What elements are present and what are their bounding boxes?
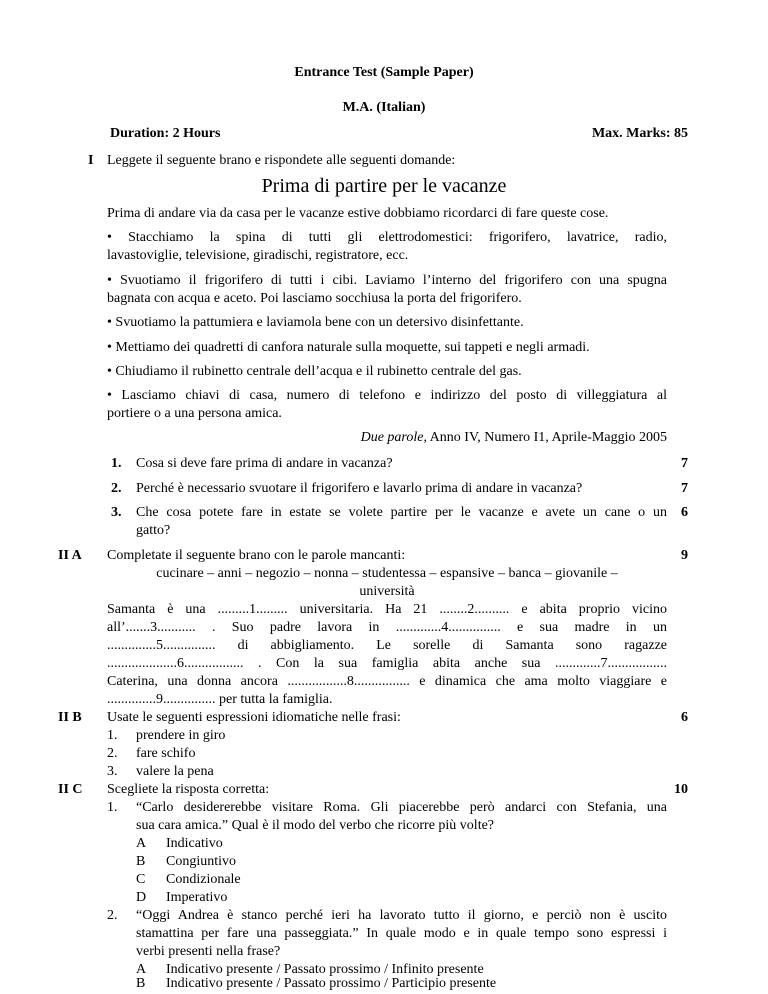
mcq-2-number: 2. — [107, 908, 118, 923]
mcq-1-option-b-letter: B — [136, 854, 146, 869]
passage-intro: Prima di andare via da casa per le vacanze estive dobbiamo ricordarci di fare queste cose. — [107, 206, 609, 221]
question-2-marks: 7 — [681, 481, 688, 496]
mcq-2-option-b-letter: B — [136, 976, 146, 991]
question-2-number: 2. — [111, 481, 122, 496]
cloze-line-2: all’.......3........... . Suo padre lavora in .............4............... e sua madre in un — [107, 620, 667, 635]
section-iib-instruction: Usate le seguenti espressioni idiomatiche nelle frasi: — [107, 710, 401, 725]
idiom-1-text: prendere in giro — [136, 728, 226, 743]
idiom-1-number: 1. — [107, 728, 118, 743]
mcq-2-line-2: stamattina per fare una passeggiata.” In quale modo e in quale tempo sono espressi i — [136, 926, 667, 941]
section-i-instruction: Leggete il seguente brano e rispondete alle seguenti domande: — [107, 153, 456, 168]
bullet-2-line-1: • Svuotiamo il frigorifero di tutti i cibi. Laviamo l’interno del frigorifero con una spugna — [107, 273, 667, 288]
idiom-3-text: valere la pena — [136, 764, 214, 779]
cloze-line-1: Samanta è una .........1......... universitaria. Ha 21 ........2.......... e abita proprio vicino — [107, 602, 667, 617]
source-publication: Due parole — [360, 430, 424, 445]
mcq-2-option-a-text: Indicativo presente / Passato prossimo / Infinito presente — [166, 962, 484, 977]
question-3-text-line-1: Che cosa potete fare in estate se volete partire per le vacanze e avete un cane o un — [136, 505, 667, 520]
bullet-2-line-2: bagnata con acqua e aceto. Poi lasciamo socchiusa la porta del frigorifero. — [107, 291, 522, 306]
section-numeral-i: I — [88, 153, 94, 168]
section-numeral-iic: II C — [58, 782, 83, 797]
paper-title: Entrance Test (Sample Paper) — [294, 65, 474, 80]
mcq-1-number: 1. — [107, 800, 118, 815]
cloze-line-5: Caterina, una donna ancora .................8................ e dinamica che ama molto viaggiare e — [107, 674, 667, 689]
question-1-marks: 7 — [681, 456, 688, 471]
cloze-line-3: ..............5............... di abbigliamento. Le sorelle di Samanta sono ragazze — [107, 638, 667, 653]
mcq-2-line-1: “Oggi Andrea è stanco perché ieri ha lavorato tutto il giorno, e perciò non è uscito — [136, 908, 667, 923]
mcq-1-line-2: sua cara amica.” Qual è il modo del verbo che ricorre più volte? — [136, 818, 495, 833]
mcq-1-option-a-text: Indicativo — [166, 836, 223, 851]
section-iia-instruction: Completate il seguente brano con le parole mancanti: — [107, 548, 406, 563]
idiom-3-number: 3. — [107, 764, 118, 779]
bullet-4: • Mettiamo dei quadretti di canfora naturale sulla moquette, sui tappeti e negli armadi. — [107, 340, 590, 355]
mcq-2-option-b-text: Indicativo presente / Passato prossimo / Participio presente — [166, 976, 497, 991]
section-iic-marks: 10 — [674, 782, 688, 797]
question-1-text: Cosa si deve fare prima di andare in vacanza? — [136, 456, 393, 471]
mcq-1-option-c-text: Condizionale — [166, 872, 241, 887]
section-iic-instruction: Scegliete la risposta corretta: — [107, 782, 270, 797]
bullet-6-line-2: portiere o a una persona amica. — [107, 406, 282, 421]
max-marks: Max. Marks: 85 — [591, 126, 688, 141]
idiom-2-number: 2. — [107, 746, 118, 761]
passage-title: Prima di partire per le vacanze — [261, 175, 507, 197]
mcq-2-option-a-letter: A — [136, 962, 147, 977]
passage-source — [300, 429, 667, 447]
mcq-1-option-a-letter: A — [136, 836, 147, 851]
cloze-line-4: ....................6................. . Con la sua famiglia abita anche sua .............7................. — [107, 656, 667, 671]
idiom-2-text: fare schifo — [136, 746, 196, 761]
section-numeral-iib: II B — [58, 710, 82, 725]
bullet-1-line-1: • Stacchiamo la spina di tutti gli elettrodomestici: frigorifero, lavatrice, radio, — [107, 230, 667, 245]
word-bank-line-1: cucinare – anni – negozio – nonna – studentessa – espansive – banca – giovanile – — [156, 566, 618, 581]
mcq-1-option-c-letter: C — [136, 872, 146, 887]
section-numeral-iia: II A — [58, 548, 82, 563]
question-1-number: 1. — [111, 456, 122, 471]
duration: Duration: 2 Hours — [110, 126, 221, 141]
question-3-number: 3. — [111, 505, 122, 520]
course-title: M.A. (Italian) — [342, 100, 426, 115]
word-bank-line-2: università — [359, 584, 415, 599]
mcq-2-line-3: verbi presenti nella frase? — [136, 944, 281, 959]
bullet-1-line-2: lavastoviglie, televisione, giradischi, registratore, ecc. — [107, 248, 409, 263]
question-3-text-line-2: gatto? — [136, 523, 171, 538]
mcq-1-line-1: “Carlo desidererebbe visitare Roma. Gli piacerebbe però andarci con Stefania, una — [136, 800, 667, 815]
bullet-3: • Svuotiamo la pattumiera e laviamola bene con un detersivo disinfettante. — [107, 315, 524, 330]
question-3-marks: 6 — [681, 505, 688, 520]
mcq-1-option-b-text: Congiuntivo — [166, 854, 237, 869]
cloze-line-6: ..............9............... per tutta la famiglia. — [107, 692, 333, 707]
bullet-6-line-1: • Lasciamo chiavi di casa, numero di telefono e indirizzo del posto di villeggiatura al — [107, 388, 667, 403]
section-iia-marks: 9 — [681, 548, 688, 563]
section-iib-marks: 6 — [681, 710, 688, 725]
question-2-text: Perché è necessario svuotare il frigorifero e lavarlo prima di andare in vacanza? — [136, 481, 583, 496]
bullet-5: • Chiudiamo il rubinetto centrale dell’acqua e il rubinetto centrale del gas. — [107, 364, 522, 379]
mcq-1-option-d-letter: D — [136, 890, 147, 905]
mcq-1-option-d-text: Imperativo — [166, 890, 228, 905]
source-details: , Anno IV, Numero I1, Aprile-Maggio 2005 — [423, 430, 667, 445]
